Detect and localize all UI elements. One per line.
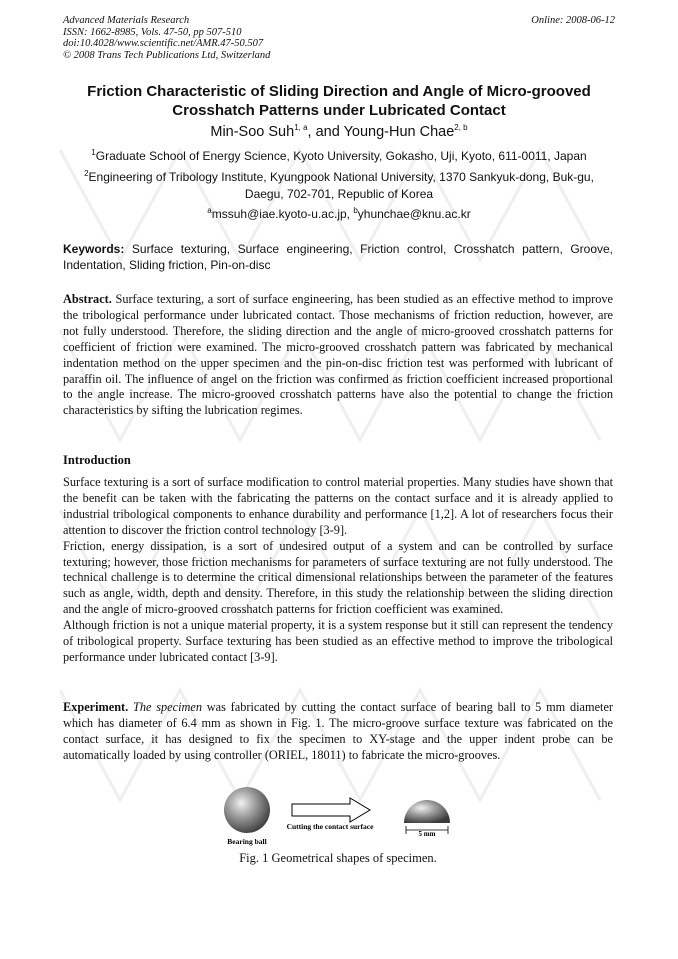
email-b[interactable]: yhunchae@knu.ac.kr <box>357 207 471 221</box>
copyright: © 2008 Trans Tech Publications Ltd, Switzerland <box>63 49 271 61</box>
author-list <box>55 124 623 140</box>
email-a[interactable]: mssuh@iae.kyoto-u.ac.jp <box>211 207 347 221</box>
email-b-sup: b <box>353 206 358 215</box>
affiliation-1 <box>55 148 623 165</box>
title-line-1: Friction Characteristic of Sliding Direction and Angle of Micro-grooved <box>87 83 591 100</box>
affiliation-2-line-1: Engineering of Tribology Institute, Kyungpook National University, 1370 Sankyuk-dong, Buk-gu, <box>88 170 594 184</box>
issn: ISSN: 1662-8985, Vols. 47-50, pp 507-510 <box>63 26 242 38</box>
figure-1 <box>220 786 460 846</box>
affiliation-2 <box>55 169 623 203</box>
experiment-section <box>63 700 613 764</box>
introduction-paragraph-2: Friction, energy dissipation, is a sort of undesired output of a system and can be controlled by surface texturing; however, those friction mechanisms for parameters of surface texturing are not fully understood. The technical challenge is to determine the critical dimensional relationships between the parameter of the features such as angle, width, depth and density. Therefore, in this study the relationship between the sliding direction and the angle of micro-grooved crosshatch patterns for friction coefficient was examined. <box>63 538 613 617</box>
author-2-sup: 2, b <box>454 123 468 133</box>
introduction-heading: Introduction <box>63 453 131 467</box>
author-separator: , and <box>307 124 344 140</box>
affiliation-1-sup: 1 <box>91 148 96 157</box>
arrow-icon <box>292 798 370 822</box>
affiliation-2-sup: 2 <box>84 169 89 178</box>
abstract <box>63 292 613 419</box>
title-line-2: Crosshatch Patterns under Lubricated Contact <box>172 102 506 119</box>
introduction-body <box>63 475 613 666</box>
affiliation-1-text: Graduate School of Energy Science, Kyoto University, Gokasho, Uji, Kyoto, 611-0011, Japan <box>95 149 587 163</box>
abstract-text: Surface texturing, a sort of surface engineering, has been studied as an effective method to improve the tribological performance under lubricated contact. Those mechanisms of friction reduction, however, are not fully understood. Therefore, the sliding direction and the angle of micro-grooved crosshatch patterns for coefficient of friction were examined. The micro-grooved crosshatch pattern was fabricated by mechanical indentation method on the upper specimen and the pin-on-disc friction test was performed with lubricant of paraffin oil. The influence of angel on the friction was confirmed as friction coefficient increased proportional to the angle increase. The micro-grooved crosshatch patterns have also the potential to change the friction characteristics by sifting the lubrication regimes. <box>63 292 613 418</box>
author-emails <box>55 206 623 223</box>
author-1: Min-Soo Suh <box>210 124 295 140</box>
figure-1-caption: Fig. 1 Geometrical shapes of specimen. <box>239 851 437 865</box>
abstract-label: Abstract. <box>63 292 112 306</box>
experiment-italic: The specimen <box>133 700 202 714</box>
author-2: Young-Hun Chae <box>343 124 455 140</box>
introduction-paragraph-3: Although friction is not a unique material property, it is a system response but it still can represent the tendency of tribological property. Surface texturing has been studied as an effective method to improve the tribological performance under lubricated contact [3-9]. <box>63 618 613 664</box>
keywords <box>63 241 613 273</box>
bearing-ball-image <box>224 787 270 833</box>
online-date: Online: 2008-06-12 <box>531 15 615 26</box>
cut-specimen-image <box>404 800 450 823</box>
dimension-label: 5 mm <box>418 830 436 838</box>
journal-header <box>63 15 270 61</box>
email-a-sup: a <box>207 206 212 215</box>
keywords-label: Keywords: <box>63 242 125 256</box>
author-1-sup: 1, a <box>294 123 308 133</box>
arrow-label: Cutting the contact surface <box>286 822 374 831</box>
introduction-paragraph-1: Surface texturing is a sort of surface modification to control material properties. Many studies have shown that the benefit can be taken with the fabricating the patterns on the contact surface and it is already applied to industrial tribological components to enhance durability and performance [1,2]. A lot of researchers focus their attention to discover the friction control technology [3-9]. <box>63 475 613 537</box>
experiment-label: Experiment. <box>63 700 129 714</box>
paper-title <box>55 82 623 120</box>
email-separator: , <box>346 207 354 221</box>
journal-name: Advanced Materials Research <box>63 15 190 26</box>
keywords-text: Surface texturing, Surface engineering, Friction control, Crosshatch pattern, Groove, Indentation, Sliding friction, Pin-on-disc <box>63 242 613 272</box>
bearing-ball-label: Bearing ball <box>227 837 267 846</box>
experiment-text: was fabricated by cutting the contact surface of bearing ball to 5 mm diameter which has diameter of 6.4 mm as shown in Fig. 1. The micro-groove surface texture was fabricated on the contact surface, it has designed to fix the specimen to XY-stage and the upper indent probe can be automatically loaded by using controller (ORIEL, 18011) to fabricate the micro-grooves. <box>63 700 614 762</box>
affiliation-2-line-2: Daegu, 702-701, Republic of Korea <box>244 187 434 201</box>
doi: doi:10.4028/www.scientific.net/AMR.47-50.507 <box>63 38 264 49</box>
